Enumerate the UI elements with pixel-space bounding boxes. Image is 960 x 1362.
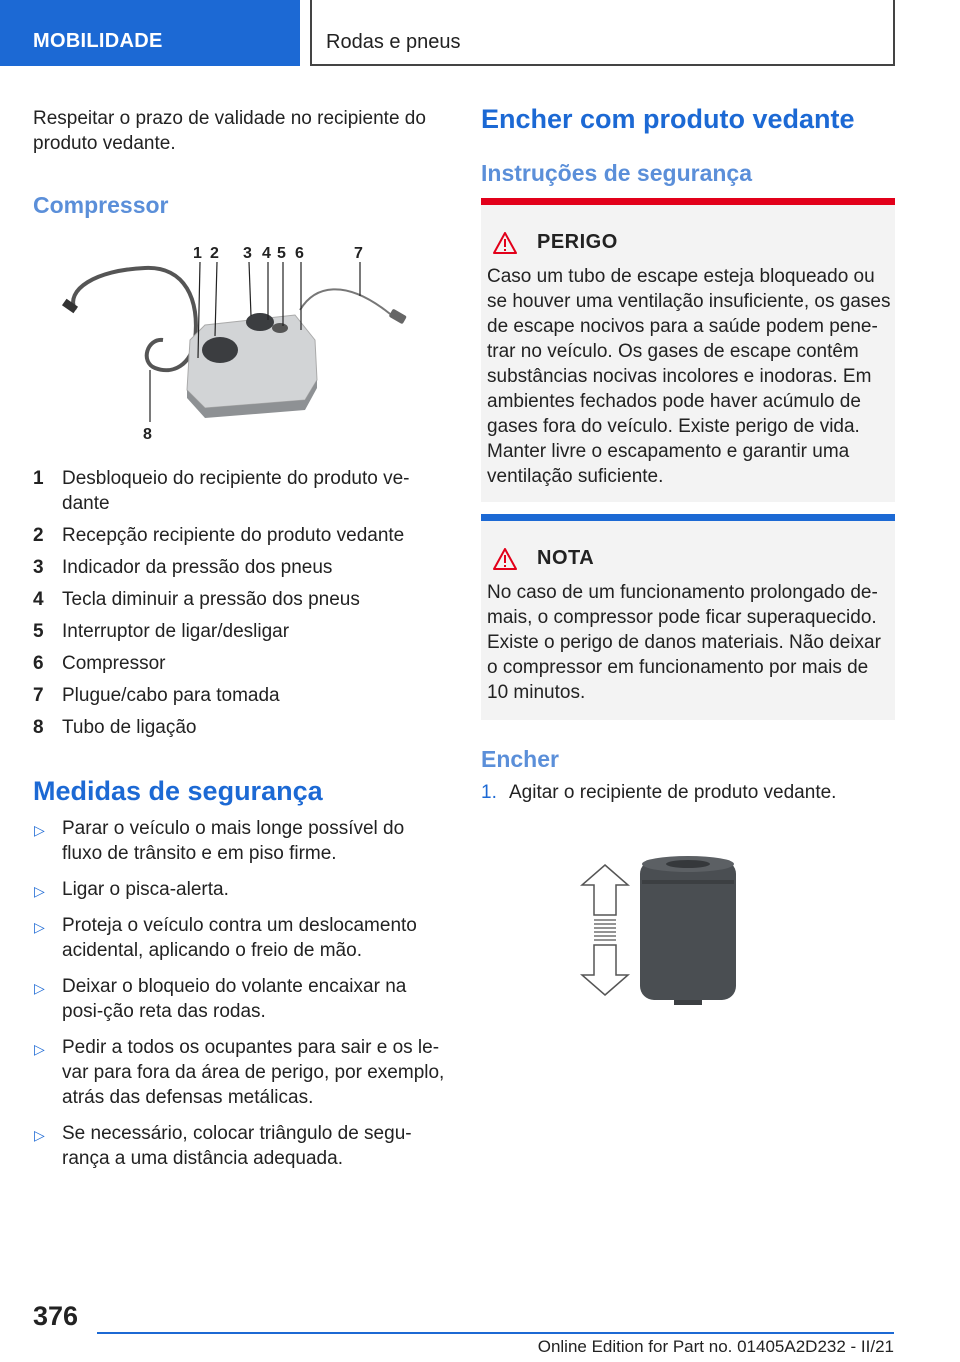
legend-item (33, 587, 443, 612)
header-chapter-label: Rodas e pneus (326, 31, 461, 53)
bullet-text: Ligar o pisca-alerta. (62, 879, 229, 900)
bullet-text: Se necessário, colocar triângulo de segu-rança a uma distância adequada. (62, 1123, 412, 1169)
legend-item (33, 619, 443, 644)
page-number: 376 (33, 1301, 79, 1331)
legend-text: Recepção recipiente do produto vedante (62, 525, 405, 546)
triangle-bullet-icon: ▷ (34, 883, 45, 899)
deflate-button (272, 323, 288, 333)
note-title: NOTA (537, 547, 595, 569)
compressor-hose (73, 268, 196, 370)
header-section-tab (0, 0, 300, 66)
callout-1: 1 (193, 245, 202, 262)
legend-number: 6 (33, 653, 44, 674)
triangle-bullet-icon: ▷ (34, 919, 45, 935)
legend-item (33, 466, 443, 516)
safety-instructions-heading: Instruções de segurança (481, 160, 752, 186)
fill-heading: Encher (481, 746, 559, 772)
callout-2: 2 (210, 245, 219, 262)
warning-triangle-icon (493, 232, 517, 254)
hose-nozzle (62, 299, 78, 314)
legend-item (33, 651, 443, 676)
step-text: Agitar o recipiente de produto vedante. (509, 782, 837, 803)
bullet-text: Parar o veículo o mais longe possível do fluxo de trânsito e em piso firme. (62, 818, 405, 864)
legend-item (33, 683, 443, 708)
bullet-item (33, 913, 448, 963)
bullet-text: Pedir a todos os ocupantes para sair e os le-var para fora da área de perigo, por exemplo, atrás das defensas metálicas. (62, 1037, 445, 1108)
callout-5: 5 (277, 245, 286, 262)
legend-number: 4 (33, 589, 44, 610)
triangle-bullet-icon: ▷ (34, 1127, 45, 1143)
legend-text: Plugue/cabo para tomada (62, 685, 280, 706)
bullet-text: Proteja o veículo contra um deslocamento acidental, aplicando o freio de mão. (62, 915, 417, 961)
fill-sealant-heading: Encher com produto vedante (481, 104, 855, 134)
safety-bullet-list (33, 816, 448, 1182)
footer-divider (97, 1332, 894, 1334)
step-number: 1. (481, 782, 497, 803)
note-text: No caso de um funcionamento prolongado de-mais, o compressor pode ficar superaquecido. Existe o perigo de danos materiais. Não deixar o compressor em funcionamento por mais de 10 minutos. (487, 582, 881, 703)
callout-8: 8 (143, 426, 152, 443)
legend-text: Tecla diminuir a pressão dos pneus (62, 589, 360, 610)
legend-item (33, 555, 443, 580)
shake-bottle-illustration (580, 850, 750, 1010)
power-plug (389, 309, 407, 325)
note-warning-box (481, 514, 895, 720)
legend-text: Indicador da pressão dos pneus (62, 557, 333, 578)
legend-text: Tubo de ligação (62, 717, 197, 738)
legend-number: 5 (33, 621, 44, 642)
legend-item (33, 523, 443, 548)
triangle-bullet-icon: ▷ (34, 1041, 45, 1057)
legend-text: Compressor (62, 653, 166, 674)
intro-paragraph: Respeitar o prazo de validade no recipiente do produto vedante. (33, 108, 426, 154)
legend-text: Desbloqueio do recipiente do produto ve-dante (62, 468, 410, 514)
component-legend (33, 466, 443, 747)
shake-arrow-icon (582, 865, 628, 995)
legend-number: 1 (33, 468, 44, 489)
step-item (481, 780, 895, 805)
legend-number: 2 (33, 525, 44, 546)
safety-measures-heading: Medidas de segurança (33, 776, 323, 806)
header-chapter-box (310, 0, 895, 66)
danger-title: PERIGO (537, 231, 618, 253)
bullet-item (33, 974, 448, 1024)
danger-title-row (493, 231, 618, 254)
compressor-illustration (55, 240, 435, 448)
header-section-label: MOBILIDADE (33, 30, 163, 52)
callout-6: 6 (295, 245, 304, 262)
bullet-text: Deixar o bloqueio do volante encaixar na posi-ção reta das rodas. (62, 976, 407, 1022)
legend-number: 7 (33, 685, 44, 706)
fill-steps-list (481, 780, 895, 805)
compressor-heading: Compressor (33, 192, 169, 218)
legend-item (33, 715, 443, 740)
bullet-item (33, 1121, 448, 1171)
callout-7: 7 (354, 245, 363, 262)
power-cable (300, 289, 400, 320)
bullet-item (33, 877, 448, 902)
legend-text: Interruptor de ligar/desligar (62, 621, 290, 642)
bullet-item (33, 1035, 448, 1110)
shake-motion-lines (594, 920, 616, 940)
danger-text: Caso um tubo de escape esteja bloqueado ou se houver uma ventilação insuficiente, os gases de escape nocivos para a saúde podem pene-trar no veículo. Os gases de escape contêm substâncias nocivas incolores e inodoras. Em ambientes fechados pode haver acúmulo de gases fora do veículo. Existe perigo de vida. Manter livre o escapamento e garantir uma ventilação suficiente. (487, 266, 891, 487)
callout-4: 4 (262, 245, 271, 262)
sealant-receptacle (202, 337, 238, 363)
legend-number: 3 (33, 557, 44, 578)
sealant-bottle (640, 856, 736, 1005)
note-title-row (493, 547, 594, 570)
triangle-bullet-icon: ▷ (34, 822, 45, 838)
pressure-gauge (246, 313, 274, 331)
footer-edition-text: Online Edition for Part no. 01405A2D232 - II/21 (537, 1337, 894, 1356)
callout-3: 3 (243, 245, 252, 262)
legend-number: 8 (33, 717, 44, 738)
danger-warning-box (481, 198, 895, 502)
warning-triangle-icon (493, 548, 517, 570)
bullet-item (33, 816, 448, 866)
triangle-bullet-icon: ▷ (34, 980, 45, 996)
